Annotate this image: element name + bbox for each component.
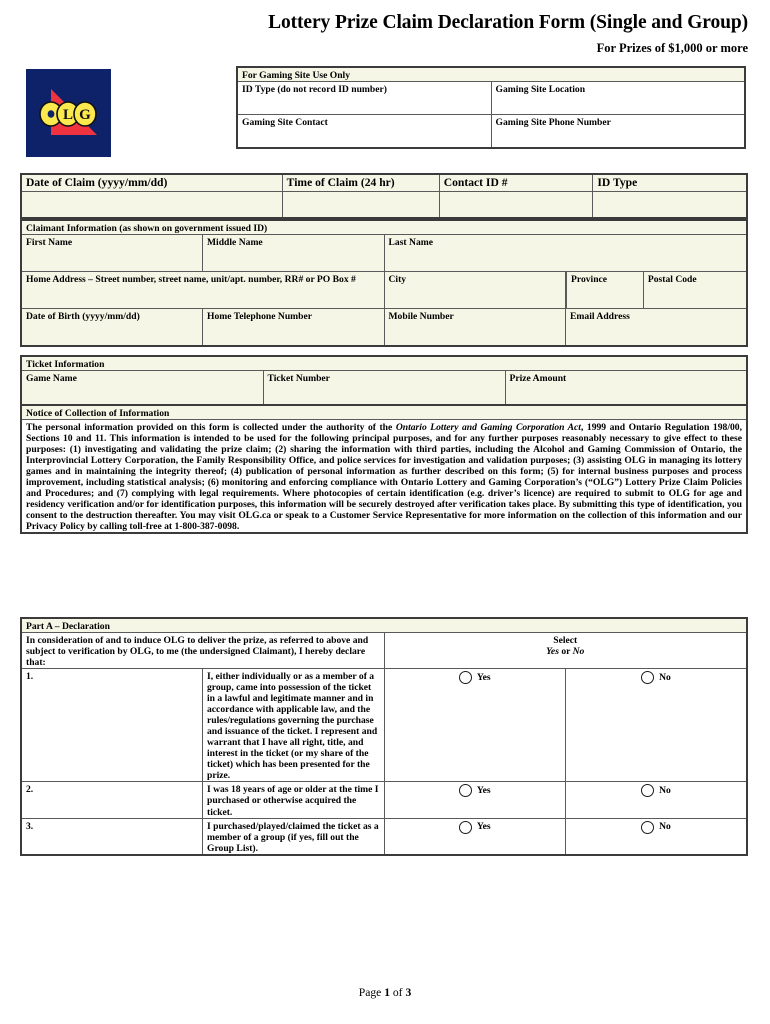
page-title: Lottery Prize Claim Declaration Form (Single and Group)	[268, 12, 748, 33]
home-phone-field[interactable]	[203, 309, 385, 347]
first-name-field[interactable]	[21, 235, 203, 272]
page-subtitle: For Prizes of $1,000 or more	[596, 40, 748, 55]
declaration-item-text: I purchased/played/claimed the ticket as a member of a group (if yes, fill out the Group List).	[203, 818, 385, 855]
yes-label: Yes	[476, 671, 491, 683]
declaration-item-number: 1.	[21, 669, 203, 782]
last-name-label: Last Name	[388, 237, 433, 249]
date-of-claim-label: Date of Claim (yyyy/mm/dd)	[21, 174, 282, 192]
footer-page-prefix: Page	[358, 986, 385, 999]
declaration-2-no-cell[interactable]	[566, 782, 748, 818]
select-label: Select	[553, 635, 578, 647]
time-of-claim-label: Time of Claim (24 hr)	[282, 174, 439, 192]
gaming-phone-label: Gaming Site Phone Number	[495, 117, 611, 129]
declaration-1-no-cell[interactable]	[566, 669, 748, 782]
gaming-site-table	[236, 66, 746, 149]
declaration-1-yes-cell[interactable]	[384, 669, 566, 782]
gaming-id-type-cell[interactable]	[237, 82, 491, 115]
select-no-word: No	[572, 646, 585, 658]
ticket-number-field[interactable]	[263, 371, 505, 406]
home-phone-label: Home Telephone Number	[207, 311, 313, 323]
page-footer	[0, 986, 770, 999]
first-name-label: First Name	[26, 237, 73, 249]
time-of-claim-input[interactable]	[282, 192, 439, 219]
notice-text-part2: , 1999 and Ontario Regulation 198/00, Sections 10 and 11. This information is intended to be used for the following principal purposes, and for any further purposes reasonably necessary to give effect to these purposes: (1) investigating and validating the prize claim; (2) sharing the information with third parties, including the Alcohol and Gaming Commission of Ontario, the Interprovincial Lottery Corporation, the Family Responsibility Office, and police services for investigation and validation purposes; (3) assisting OLG in managing its lottery games and in maintaining the integrity thereof; (4) publication of personal information as further described on this form; (5) for internal business purposes and process improvement, including statistical analysis; (6) monitoring and enforcing compliance with Ontario Lottery and Gaming Corporation’s (“	[26, 422, 742, 489]
id-type-label: ID Type	[593, 174, 747, 192]
radio-no-icon[interactable]	[641, 671, 654, 684]
declaration-item-text: I was 18 years of age or older at the time I purchased or otherwise acquired the ticket.	[203, 782, 385, 818]
gaming-site-section-title: For Gaming Site Use Only	[237, 67, 745, 82]
ticket-number-label: Ticket Number	[267, 373, 330, 385]
email-field[interactable]	[566, 309, 748, 347]
select-yes-word: Yes	[546, 646, 559, 658]
svg-text:L: L	[62, 107, 74, 123]
declaration-3-yes-cell[interactable]	[384, 818, 566, 855]
middle-name-field[interactable]	[203, 235, 385, 272]
radio-no-icon[interactable]	[641, 821, 654, 834]
dob-field[interactable]	[21, 309, 203, 347]
olg-logo	[26, 69, 111, 157]
mobile-number-field[interactable]	[384, 309, 566, 347]
declaration-3-no-cell[interactable]	[566, 818, 748, 855]
declaration-item-number: 2.	[21, 782, 203, 818]
notice-act-title: Ontario Lottery and Gaming Corporation Act	[395, 422, 581, 434]
gaming-id-type-label: ID Type (do not record ID number)	[242, 84, 387, 96]
claim-details-table	[20, 173, 748, 219]
home-address-label: Home Address – Street number, street name, unit/apt. number, RR# or PO Box #	[26, 274, 356, 286]
footer-page-mid: of	[389, 986, 406, 999]
part-a-section-title: Part A – Declaration	[21, 618, 747, 633]
notice-of-collection-table	[20, 404, 748, 534]
city-field[interactable]	[384, 272, 566, 309]
ticket-information-table	[20, 355, 748, 406]
notice-text-part1: The personal information provided on this form is collected under the authority of the	[26, 422, 396, 434]
prize-amount-field[interactable]	[505, 371, 747, 406]
notice-body-cell	[21, 420, 747, 534]
select-yes-or-no	[389, 646, 743, 657]
date-of-claim-input[interactable]	[21, 192, 282, 219]
radio-no-icon[interactable]	[641, 784, 654, 797]
game-name-label: Game Name	[26, 373, 77, 385]
radio-yes-icon[interactable]	[459, 784, 472, 797]
declaration-item-number: 3.	[21, 818, 203, 855]
declaration-2-yes-cell[interactable]	[384, 782, 566, 818]
yes-label: Yes	[476, 785, 491, 797]
province-label: Province	[571, 274, 608, 286]
no-label: No	[659, 785, 671, 797]
select-column-header	[384, 633, 747, 669]
notice-olg-abbrev: OLG	[592, 477, 615, 489]
no-label: No	[659, 821, 671, 833]
notice-section-title: Notice of Collection of Information	[21, 405, 747, 420]
claimant-section-title: Claimant Information (as shown on government issued ID)	[21, 220, 747, 235]
province-postal-group	[566, 272, 748, 309]
gaming-location-label: Gaming Site Location	[495, 84, 586, 96]
contact-id-label: Contact ID #	[439, 174, 593, 192]
email-label: Email Address	[570, 311, 630, 323]
svg-text:G: G	[79, 107, 91, 123]
contact-id-input[interactable]	[439, 192, 593, 219]
prize-amount-label: Prize Amount	[509, 373, 567, 385]
no-label: No	[659, 671, 671, 683]
footer-current-page: 1	[384, 986, 390, 999]
gaming-contact-cell[interactable]	[237, 115, 491, 149]
part-a-declaration-table	[20, 617, 748, 856]
declaration-intro: In consideration of and to induce OLG to deliver the prize, as referred to above and subject to verification by OLG, to me (the undersigned Claimant), I hereby declare that:	[21, 633, 384, 669]
radio-yes-icon[interactable]	[459, 671, 472, 684]
radio-yes-icon[interactable]	[459, 821, 472, 834]
olg-logo-graphic	[26, 69, 111, 157]
claimant-information-table	[20, 219, 748, 347]
gaming-contact-label: Gaming Site Contact	[242, 117, 328, 129]
province-field[interactable]	[567, 272, 644, 308]
yes-label: Yes	[476, 821, 491, 833]
footer-total-pages: 3	[405, 986, 412, 999]
middle-name-label: Middle Name	[207, 237, 263, 249]
dob-label: Date of Birth (yyyy/mm/dd)	[26, 311, 140, 323]
game-name-field[interactable]	[21, 371, 263, 406]
postal-code-label: Postal Code	[647, 274, 697, 286]
mobile-number-label: Mobile Number	[388, 311, 454, 323]
home-address-field[interactable]	[21, 272, 384, 309]
title-block	[236, 12, 748, 56]
notice-text-part3: ”) Lottery Prize Claim Policies and Procedures; and (7) complying with legal requirements. Where photocopies of certain identification (e.g. driver’s licence) are required to submit to OLG for age and residency verification and/or for identification purposes, this information will be securely destroyed after verification takes place. By submitting this type of identification, you consent to the destruction thereafter. You may visit OLG.ca or speak to a Customer Service Representative for more information on the collection of this information and our Privacy Policy by calling toll-free at 1-800-387-0098.	[26, 477, 742, 533]
gaming-phone-cell[interactable]	[491, 115, 745, 149]
postal-code-field[interactable]	[643, 272, 746, 308]
id-type-input[interactable]	[593, 192, 747, 219]
declaration-item-text: I, either individually or as a member of a group, came into possession of the ticket in a lawful and legitimate manner and in accordance with applicable law, and the rules/regulations governing the purchase and issuance of the ticket. I represent and warrant that I have all right, title, and interest in the ticket (or my share of the ticket) which has been presented for the prize.	[203, 669, 385, 782]
ticket-section-title: Ticket Information	[21, 356, 747, 371]
city-label: City	[388, 274, 407, 286]
gaming-location-cell[interactable]	[491, 82, 745, 115]
select-or-word: or	[558, 646, 573, 658]
last-name-field[interactable]	[384, 235, 747, 272]
